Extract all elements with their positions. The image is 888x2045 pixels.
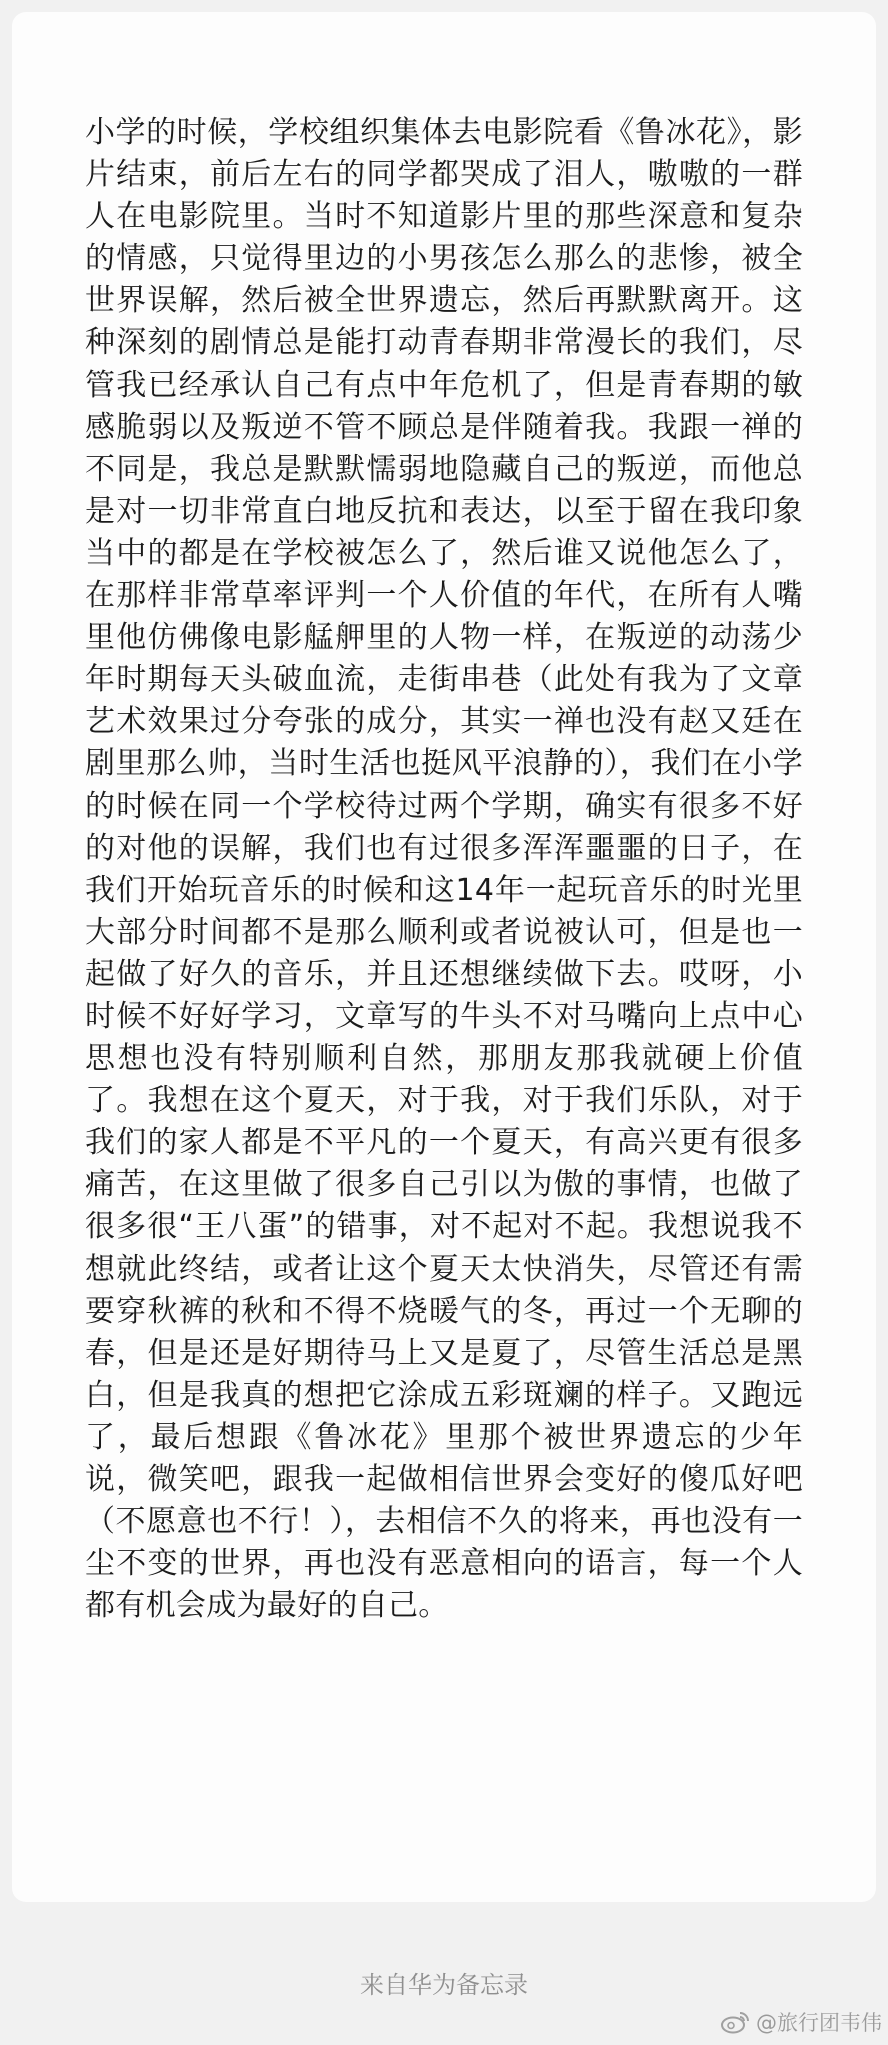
note-body-text: 小学的时候，学校组织集体去电影院看《鲁冰花》，影片结束，前后左右的同学都哭成了泪人，嗷嗷的一群人在电影院里。当时不知道影片里的那些深意和复杂的情感，只觉得里边的小男孩怎么那么的悲惨，被全世界误解，然后被全世界遗忘，然后再默默离开。这种深刻的剧情总是能打动青春期非常漫长的我们，尽管我已经承认自己有点中年危机了，但是青春期的敏感脆弱以及叛逆不管不顾总是伴随着我。我跟一禅的不同是，我总是默默懦弱地隐藏自己的叛逆，而他总是对一切非常直白地反抗和表达，以至于留在我印象当中的都是在学校被怎么了，然后谁又说他怎么了，在那样非常草率评判一个人价值的年代，在所有人嘴里他仿佛像电影艋舺里的人物一样，在叛逆的动荡少年时期每天头破血流，走街串巷（此处有我为了文章艺术效果过分夸张的成分，其实一禅也没有赵又廷在剧里那么帅，当时生活也挺风平浪静的），我们在小学的时候在同一个学校待过两个学期，确实有很多不好的对他的误解，我们也有过很多浑浑噩噩的日子，在我们开始玩音乐的时候和这14年一起玩音乐的时光里大部分时间都不是那么顺利或者说被认可，但是也一起做了好久的音乐，并且还想继续做下去。哎呀，小时候不好好学习，文章写的牛头不对马嘴向上点中心思想也没有特别顺利自然，那朋友那我就硬上价值了。我想在这个夏天，对于我，对于我们乐队，对于我们的家人都是不平凡的一个夏天，有高兴更有很多痛苦，在这里做了很多自己引以为傲的事情，也做了很多很“王八蛋”的错事，对不起对不起。我想说我不想就此终结，或者让这个夏天太快消失，尽管还有需要穿秋裤的秋和不得不烧暖气的冬，再过一个无聊的春，但是还是好期待马上又是夏了，尽管生活总是黑白，但是我真的想把它涂成五彩斑斓的样子。又跑远了，最后想跟《鲁冰花》里那个被世界遗忘的少年说，微笑吧，跟我一起做相信世界会变好的傻瓜好吧（不愿意也不行！），去相信不久的将来，再也没有一尘不变的世界，再也没有恶意相向的语言，每一个人都有机会成为最好的自己。 bbox=[85, 115, 803, 1624]
weibo-logo-icon bbox=[720, 2010, 750, 2034]
watermark bbox=[720, 2007, 882, 2037]
watermark-text: @旅行团韦伟 bbox=[756, 2011, 882, 2035]
note-card bbox=[12, 12, 876, 1902]
source-label: 来自华为备忘录 bbox=[360, 1971, 528, 1999]
